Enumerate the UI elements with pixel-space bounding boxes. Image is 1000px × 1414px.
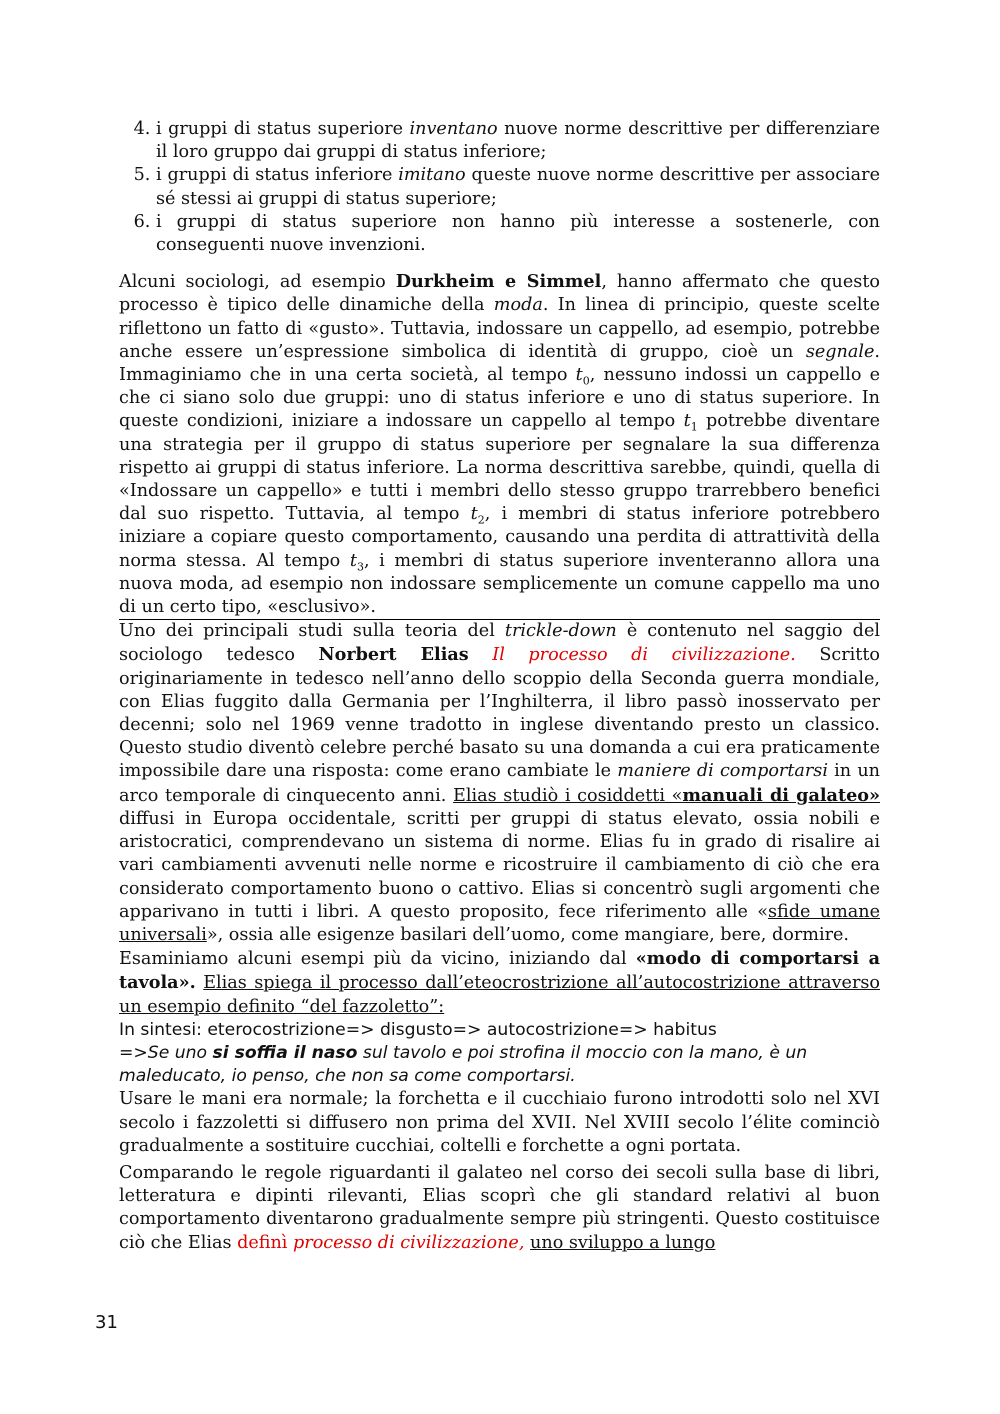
paragraph-cutlery: Usare le mani era normale; la forchetta e il cucchiaio furono introdotti solo nel XVI secolo i fazzoletti si diffusero non prima del XVII. Nel XVIII secolo l’élite cominciò gradualmente a sostituire cucchiai, coltelli e forchette a ogni portata. bbox=[119, 1089, 880, 1156]
list-item: 6. i gruppi di status superiore non hanno più interesse a sostenerle, con conseguenti nuove invenzioni. bbox=[156, 211, 880, 257]
list-item: 4. i gruppi di status superiore inventano nuove norme descrittive per differenziare il loro gruppo dai gruppi di status inferiore; bbox=[156, 118, 880, 164]
page-number: 31 bbox=[95, 1312, 118, 1333]
quote-paragraph: =>Se uno si soffia il naso sul tavolo e poi strofina il moccio con la mano, è un maleducato, io penso, che non sa come comportarsi. bbox=[119, 1042, 808, 1087]
paragraph-civilization: Comparando le regole riguardanti il galateo nel corso dei secoli sulla base di libri, letteratura e dipinti rilevanti, Elias scoprì che gli standard relativi al buon comportamento diventarono gradualmente sempre più stringenti. Questo costituisce ciò che Elias definì processo di civilizzazione, uno sviluppo a lungo bbox=[119, 1162, 880, 1253]
paragraph-table-manners: Esaminiamo alcuni esempi più da vicino, iniziando dal «modo di comportarsi a tavola». Elias spiega il processo dall’eteocrostrizione all’autocostrizione attraverso un esempio definito “del fazzoletto”: bbox=[119, 948, 881, 1017]
summary-line: In sintesi: eterocostrizione=> disgusto=> autocostrizione=> habitus bbox=[119, 1019, 717, 1040]
list-item: 5. i gruppi di status inferiore imitano queste nuove norme descrittive per associare sé stessi ai gruppi di status superiore; bbox=[156, 164, 880, 210]
paragraph-fashion: Alcuni sociologi, ad esempio Durkheim e Simmel, hanno affermato che questo processo è tipico delle dinamiche della moda. In linea di principio, queste scelte riflettono un fatto di «gusto». Tuttavia, indossare un cappello, ad esempio, potrebbe anche essere un’espressione simbolica di identità di gruppo, cioè un segnale. Immaginiamo che in una certa società, al tempo $t_0$, nessuno indossi un cappello e che ci siano solo due gruppi: uno di status inferiore e uno di status superiore. In queste condizioni, iniziare a indossare un cappello al tempo $t_1$ potrebbe diventare una strategia per il gruppo di status superiore per segnalare la sua differenza rispetto ai gruppi di status inferiore. La norma descrittiva sarebbe, quindi, quella di «Indossare un cappello» e tutti i membri dello stesso gruppo trarrebbero benefici dal suo rispetto. Tuttavia, al tempo $t_2$, i membri di status inferiore potrebbero iniziare a copiare questo comportamento, causando una perdita di attrattività della norma stessa. Al tempo $t_3$, i membri di status superiore inventeranno allora una nuova moda, ad esempio non indossare semplicemente un comune cappello ma uno di un certo tipo, «esclusivo». bbox=[119, 270, 880, 620]
numbered-list bbox=[119, 118, 880, 257]
document-page bbox=[119, 118, 880, 1255]
paragraph-elias: Uno dei principali studi sulla teoria del trickle-down è contenuto nel saggio del sociologo tedesco Norbert Elias Il processo di civilizzazione. Scritto originariamente in tedesco nell’anno dello scoppio della Seconda guerra mondiale, con Elias fuggito dalla Germania per l’Inghilterra, il libro passò inosservato per decenni; solo nel 1969 venne tradotto in inglese diventando presto un classico. Questo studio diventò celebre perché basato su una domanda a cui era praticamente impossibile dare una risposta: come erano cambiate le maniere di comportarsi in un arco temporale di cinquecento anni. Elias studiò i cosiddetti «manuali di galateo» diffusi in Europa occidentale, scritti per gruppi di status elevato, ossia nobili e aristocratici, comprendevano un sistema di norme. Elias fu in grado di risalire ai vari cambiamenti avvenuti nelle norme e ricostruire il cambiamento di ciò che era considerato comportamento buono o cattivo. Elias si concentrò sugli argomenti che apparivano in tutti i libri. A questo proposito, fece riferimento alle «sfide umane universali», ossia alle esigenze basilari dell’uomo, come mangiare, bere, dormire. bbox=[119, 621, 881, 945]
